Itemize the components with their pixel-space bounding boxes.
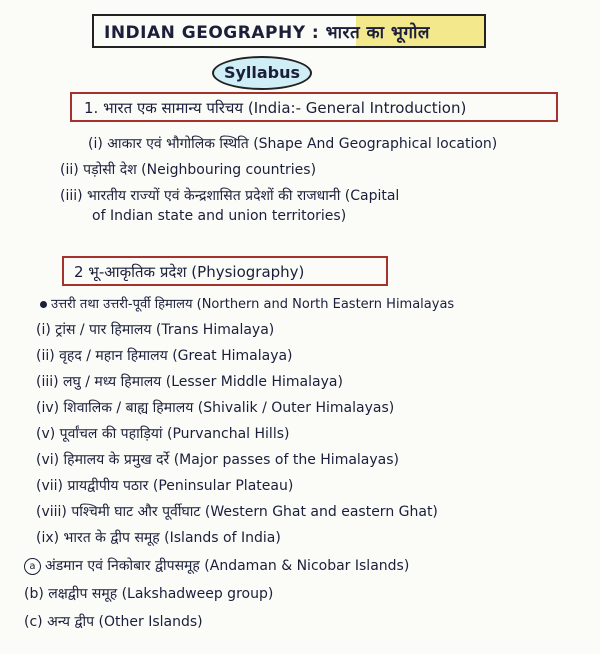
section-2-item: (iii) लघु / मध्य हिमालय (Lesser Middle Himalaya) <box>36 374 343 390</box>
section-1-item: (i) आकार एवं भौगोलिक स्थिति (Shape And Geographical location) <box>88 136 498 152</box>
section-2-subitem-c: (c) अन्य द्वीप (Other Islands) <box>24 614 203 630</box>
section-2-bullet-item <box>40 294 454 312</box>
section-2-item: (ix) भारत के द्वीप समूह (Islands of India) <box>36 530 281 546</box>
section-1-item: of Indian state and union territories) <box>92 208 347 224</box>
section-2-subitem-a <box>24 556 409 575</box>
syllabus-label: Syllabus <box>223 63 301 82</box>
page-title: INDIAN GEOGRAPHY : भारत का भूगोल <box>104 23 430 43</box>
section-2-item: (vi) हिमालय के प्रमुख दर्रे (Major passes of the Himalayas) <box>36 452 400 468</box>
bullet-item-text: उत्तरी तथा उत्तरी-पूर्वी हिमालय (Northern and North Eastern Himalayas <box>51 297 455 312</box>
section-2-item: (viii) पश्चिमी घाट और पूर्वीघाट (Western Ghat and eastern Ghat) <box>36 504 438 520</box>
section-1-heading: 1. भारत एक सामान्य परिचय (India:- General Introduction) <box>84 99 467 117</box>
section-2-item: (i) ट्रांस / पार हिमालय (Trans Himalaya) <box>36 322 275 338</box>
syllabus-badge <box>212 56 312 90</box>
circled-a-marker: a <box>24 558 41 575</box>
subitem-a-text: अंडमान एवं निकोबार द्वीपसमूह (Andaman & Nicobar Islands) <box>45 558 410 574</box>
section-2-item: (v) पूर्वांचल की पहाड़ियां (Purvanchal Hills) <box>36 426 290 442</box>
section-2-item: (vii) प्रायद्वीपीय पठार (Peninsular Plateau) <box>36 478 294 494</box>
section-2-heading: 2 भू-आकृतिक प्रदेश (Physiography) <box>74 263 305 281</box>
section-1-item: (iii) भारतीय राज्यों एवं केन्द्रशासित प्रदेशों की राजधानी (Capital <box>60 188 400 204</box>
section-2-item: (iv) शिवालिक / बाह्य हिमालय (Shivalik / Outer Himalayas) <box>36 400 395 416</box>
bullet-icon <box>40 301 47 308</box>
section-1-item: (ii) पड़ोसी देश (Neighbouring countries) <box>60 162 317 178</box>
section-2-item: (ii) वृहद / महान हिमालय (Great Himalaya) <box>36 348 293 364</box>
section-2-subitem-b: (b) लक्षद्वीप समूह (Lakshadweep group) <box>24 586 274 602</box>
